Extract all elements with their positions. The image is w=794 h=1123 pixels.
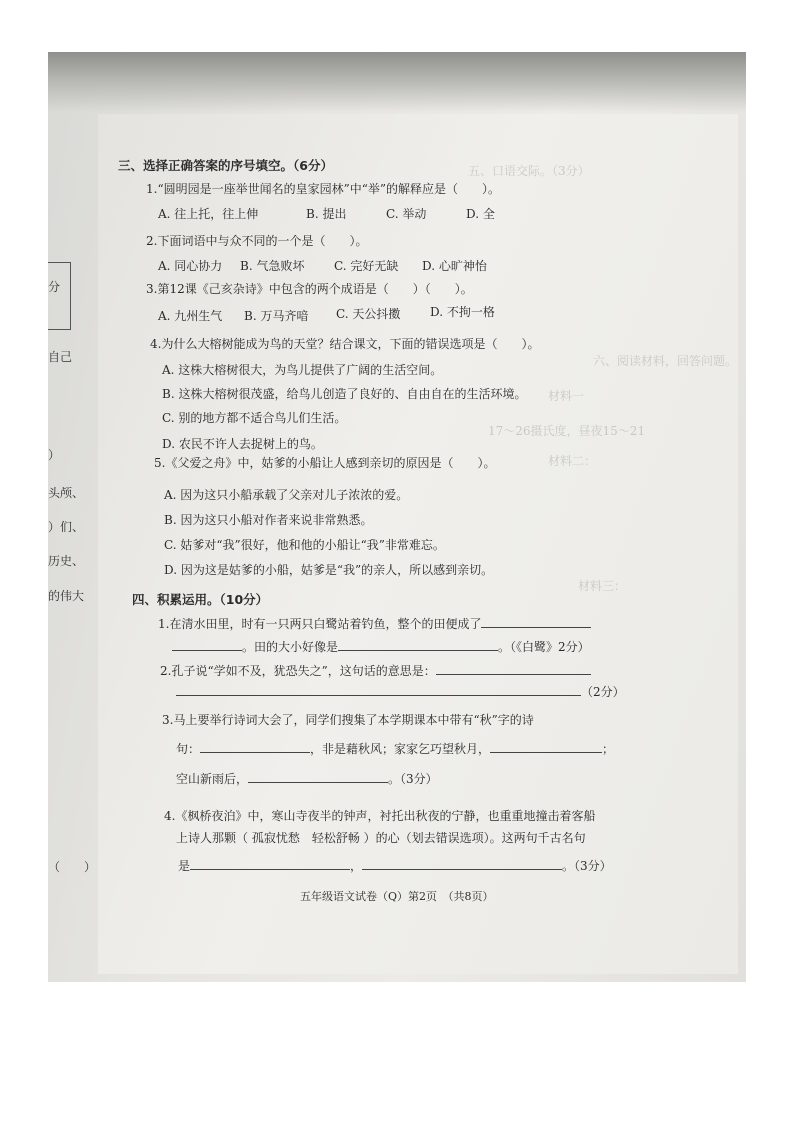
- option: B. 气急败坏: [240, 259, 305, 273]
- q4-1-text: 1.在清水田里，时有一只两只白鹭站着钓鱼，整个的田便成了: [158, 617, 482, 631]
- answer-blank[interactable]: [172, 638, 242, 651]
- edge-text: （ ）: [48, 860, 97, 874]
- question-3-1: 1.“圆明园是一座举世闻名的皇家园林”中“举”的解释应是（ ）。: [146, 182, 500, 196]
- question-4-3: 3.马上要举行诗词大会了，同学们搜集了本学期课本中带有“秋”字的诗: [162, 713, 534, 727]
- answer-blank[interactable]: [362, 857, 562, 870]
- question-3-5: 5.《父爱之舟》中，姑爹的小船让人感到亲切的原因是（ ）。: [154, 456, 496, 470]
- edge-text: 的伟大: [48, 589, 85, 603]
- question-4-4-cont2: [178, 857, 612, 874]
- question-4-4: 4.《枫桥夜泊》中，寒山寺夜半的钟声，衬托出秋夜的宁静，也重重地撞击着客船: [164, 809, 596, 823]
- q4-3-text: ；: [602, 742, 615, 756]
- top-shadow: [48, 52, 746, 112]
- q4-4-text: 。（3分）: [562, 859, 612, 873]
- option: D. 全: [466, 207, 495, 221]
- option: D. 农民不许人去捉树上的鸟。: [162, 437, 323, 451]
- bleed-text: 材料一: [548, 389, 585, 403]
- section-3-title: 三、选择正确答案的序号填空。（6分）: [118, 158, 333, 173]
- page-footer: 五年级语文试卷（Q）第2页 （共8页）: [300, 890, 494, 903]
- question-3-2: 2.下面词语中与众不同的一个是（ ）。: [146, 234, 368, 248]
- option: B. 这株大榕树很茂盛，给鸟儿创造了良好的、自由自在的生活环境。: [162, 387, 527, 401]
- edge-text: 分: [48, 280, 61, 294]
- option: A. 因为这只小船承载了父亲对儿子浓浓的爱。: [164, 488, 409, 502]
- q4-1-text: 。田的大小好像是: [242, 640, 339, 654]
- question-3-4: 4.为什么大榕树能成为鸟的天堂？结合课文，下面的错误选项是（ ）。: [150, 337, 540, 351]
- bleed-text: 材料三：: [578, 579, 627, 593]
- option: C. 别的地方都不适合鸟儿们生活。: [162, 411, 347, 425]
- q4-2-text: （2分）: [581, 685, 625, 699]
- option: A. 往上托，往上伸: [158, 207, 259, 221]
- option: C. 姑爹对“我”很好，他和他的小船让“我”非常难忘。: [164, 538, 445, 552]
- q4-3-text: 。（3分）: [388, 772, 438, 786]
- option: A. 这株大榕树很大，为鸟儿提供了广阔的生活空间。: [162, 363, 443, 377]
- q4-4-text: ，: [350, 859, 363, 873]
- edge-text: 头颅、: [48, 486, 85, 500]
- answer-blank[interactable]: [338, 638, 498, 651]
- question-4-4-cont: 上诗人那颗（ 孤寂忧愁 轻松舒畅 ）的心（划去错误选项）。这两句千古名句: [176, 831, 586, 845]
- option: B. 万马齐喑: [244, 309, 309, 323]
- edge-text: 历史、: [48, 554, 85, 568]
- q4-4-text: 是: [178, 859, 191, 873]
- question-3-3: 3.第12课《己亥杂诗》中包含的两个成语是（ ）（ ）。: [146, 282, 473, 296]
- q4-3-text: ，非是藉秋风；家家乞巧望秋月，: [310, 742, 491, 756]
- section-4-title: 四、积累运用。（10分）: [132, 592, 269, 607]
- option: C. 完好无缺: [334, 259, 399, 273]
- option: D. 不拘一格: [430, 305, 495, 319]
- question-4-3-cont2: [176, 770, 438, 787]
- answer-blank[interactable]: [481, 615, 591, 628]
- option: B. 因为这只小船对作者来说非常熟悉。: [164, 513, 373, 527]
- answer-blank[interactable]: [200, 740, 310, 753]
- q4-2-text: 2.孔子说“学如不及，犹恐失之”，这句话的意思是：: [160, 664, 436, 678]
- bleed-text: 材料二：: [548, 454, 597, 468]
- answer-blank[interactable]: [436, 662, 591, 675]
- option: D. 因为这是姑爹的小船，姑爹是“我”的亲人，所以感到亲切。: [164, 563, 494, 577]
- option: A. 九州生气: [158, 309, 223, 323]
- question-4-1-cont: [172, 638, 590, 655]
- option: C. 举动: [386, 207, 427, 221]
- edge-text: 自己: [48, 350, 73, 364]
- bleed-text: 五、口语交际。（3分）: [468, 164, 590, 178]
- q4-3-text: 空山新雨后，: [176, 772, 249, 786]
- answer-blank[interactable]: [176, 683, 581, 696]
- question-4-3-cont: [176, 740, 614, 757]
- bleed-text: 17～26摄氏度，昼夜15～21: [488, 424, 646, 438]
- edge-text: ）们、: [48, 520, 85, 534]
- answer-blank[interactable]: [248, 770, 388, 783]
- question-4-1: [158, 615, 591, 632]
- score-box: [48, 262, 71, 330]
- question-4-2: [160, 662, 591, 679]
- q4-1-text: 。（《白鹭》2分）: [498, 640, 590, 654]
- option: B. 提出: [306, 207, 347, 221]
- option: D. 心旷神怡: [422, 259, 487, 273]
- option: A. 同心协力: [158, 259, 223, 273]
- bleed-text: 六、阅读材料，回答问题。: [593, 354, 738, 368]
- q4-3-text: 句：: [176, 742, 201, 756]
- option: C. 天公抖擞: [336, 307, 401, 321]
- question-4-2-cont: [176, 683, 625, 700]
- answer-blank[interactable]: [190, 857, 350, 870]
- answer-blank[interactable]: [490, 740, 602, 753]
- edge-text: ）: [48, 448, 61, 462]
